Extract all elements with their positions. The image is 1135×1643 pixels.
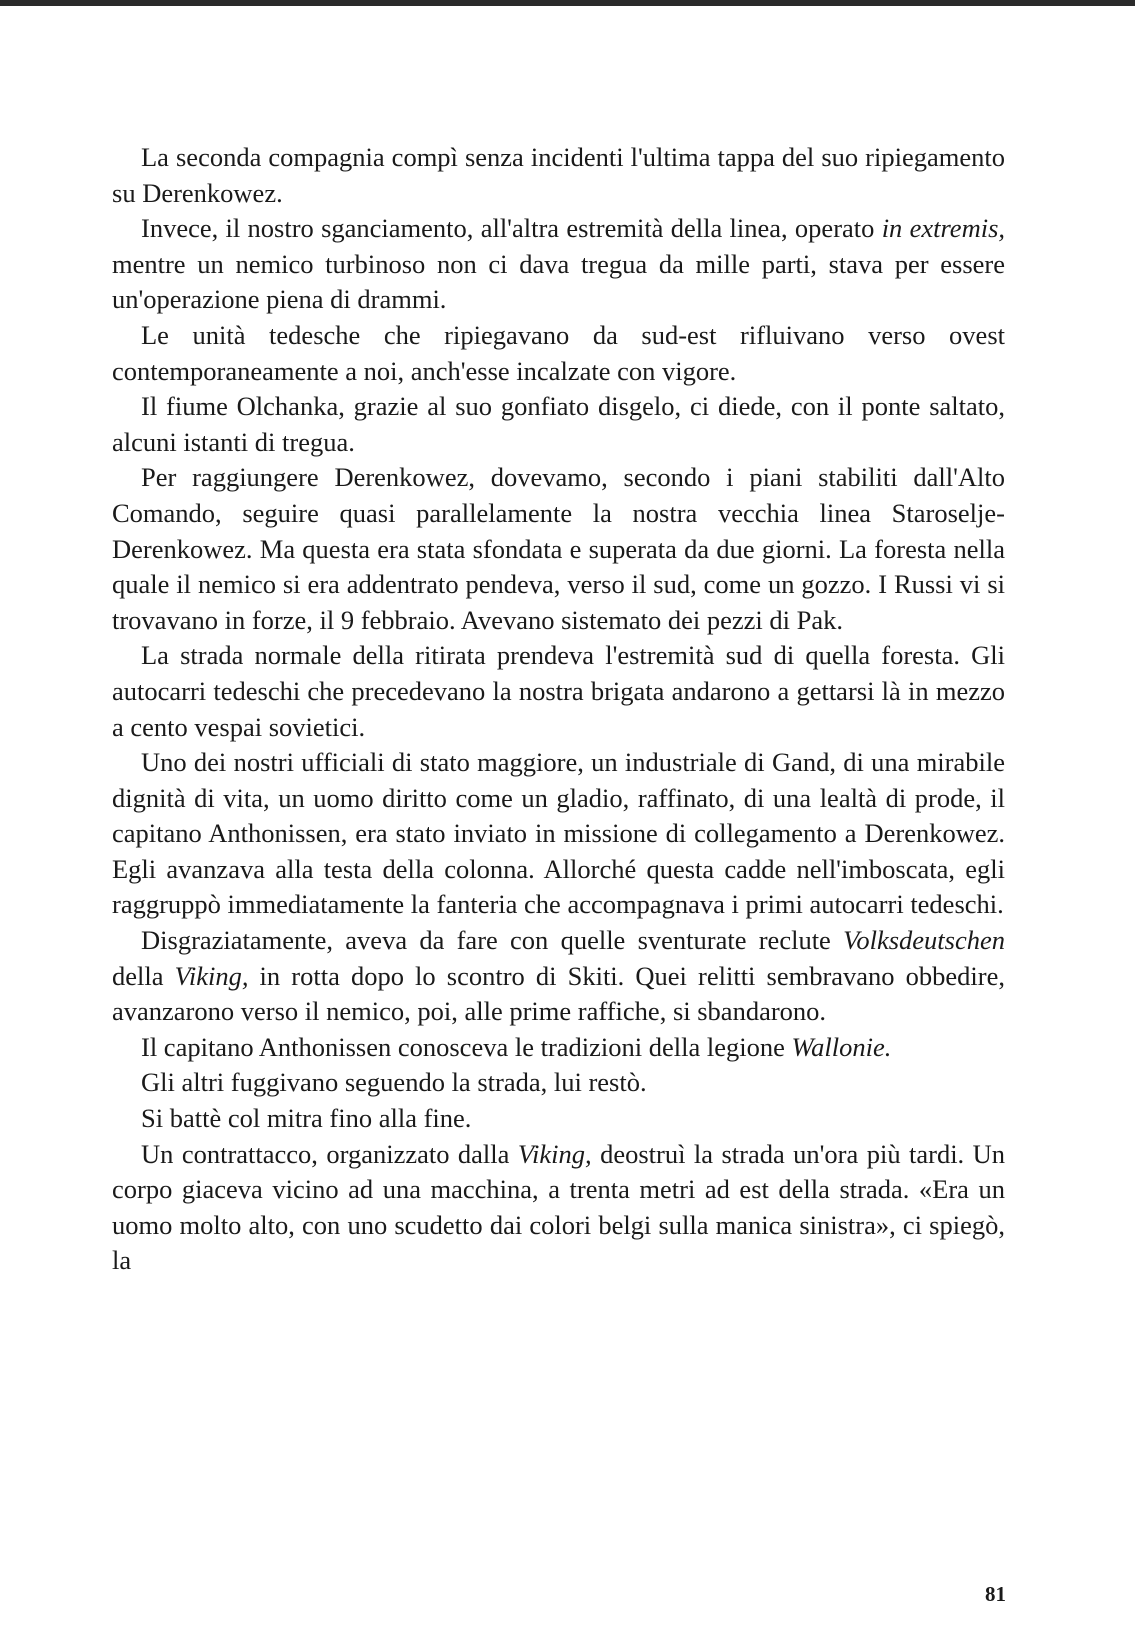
page-number: 81	[985, 1582, 1006, 1606]
paragraph-6	[112, 638, 1005, 745]
paragraph-2-text-a: Invece, il nostro sganciamento, all'altra estremità della linea, operato	[141, 213, 882, 244]
paragraph-7-text: Uno dei nostri ufficiali di stato maggiore, un industriale di Gand, di una mirabile dignità di vita, un uomo diritto come un gladio, raffinato, di una lealtà di prode, il capitano Anthonissen, era stato inviato in missione di collegamento a Derenkowez. Egli avanzava alla testa della colonna. Allorché questa cadde nell'imboscata, egli raggruppò immediatamente la fanteria che accompagnava i primi autocarri tedeschi.	[112, 747, 1005, 920]
paragraph-5	[112, 460, 1005, 638]
paragraph-12-text-a: Un contrattacco, organizzato dalla	[141, 1138, 518, 1169]
paragraph-11	[112, 1101, 1005, 1137]
paragraph-9-text: Il capitano Anthonissen conosceva le tradizioni della legione	[141, 1031, 792, 1062]
paragraph-8-text-a: Disgraziatamente, aveva da fare con quelle sventurate reclute	[141, 925, 844, 956]
paragraph-8-text-b: della	[112, 960, 175, 991]
paragraph-6-text: La strada normale della ritirata prendeva l'estremità sud di quella foresta. Gli autocarri tedeschi che precedevano la nostra brigata andarono a gettarsi là in mezzo a cento vespai sovietici.	[112, 640, 1005, 742]
paragraph-12	[112, 1137, 1005, 1279]
paragraph-8	[112, 923, 1005, 1030]
paragraph-12-italic-viking: Viking,	[517, 1138, 592, 1169]
paragraph-9-italic-wallonie: Wallonie.	[791, 1031, 892, 1062]
paragraph-2	[112, 211, 1005, 318]
paragraph-3	[112, 318, 1005, 389]
paragraph-4-text: Il fiume Olchanka, grazie al suo gonfiato disgelo, ci diede, con il ponte saltato, alcuni istanti di tregua.	[112, 391, 1005, 457]
paragraph-10-text: Gli altri fuggivano seguendo la strada, lui restò.	[141, 1067, 647, 1098]
paragraph-1-text: La seconda compagnia compì senza incidenti l'ultima tappa del suo ripiegamento su Derenkowez.	[112, 142, 1005, 208]
paragraph-9	[112, 1030, 1005, 1066]
paragraph-2-text-b: mentre un nemico turbinoso non ci dava tregua da mille parti, stava per essere un'operazione piena di drammi.	[112, 248, 1005, 315]
paragraph-12-text-b: deostruì la strada un'ora più tardi. Un corpo giaceva vicino ad una macchina, a trenta metri ad est della strada. «Era un uomo molto alto, con uno scudetto dai colori belgi sulla manica sinistra», ci spiegò, la	[112, 1138, 1005, 1276]
paragraph-4	[112, 389, 1005, 460]
paragraph-8-italic-viking: Viking,	[174, 960, 249, 991]
paragraph-10	[112, 1065, 1005, 1101]
page-body-text	[112, 140, 1005, 1279]
paragraph-7	[112, 745, 1005, 923]
paragraph-8-italic-volksdeutschen: Volksdeutschen	[843, 925, 1005, 956]
paragraph-8-text-c: in rotta dopo lo scontro di Skiti. Quei relitti sembravano obbedire, avanzarono verso il nemico, poi, alle prime raffiche, si sbandarono.	[112, 960, 1005, 1027]
paragraph-3-text: Le unità tedesche che ripiegavano da sud-est rifluivano verso ovest contemporaneamente a noi, anch'esse incalzate con vigore.	[112, 319, 1005, 386]
paragraph-2-italic-in-extremis: in extremis,	[881, 213, 1006, 244]
top-border-rule	[0, 0, 1135, 6]
paragraph-11-text: Si battè col mitra fino alla fine.	[141, 1103, 472, 1134]
paragraph-1	[112, 140, 1005, 211]
paragraph-5-text: Per raggiungere Derenkowez, dovevamo, secondo i piani stabiliti dall'Alto Comando, seguire quasi parallelamente la nostra vecchia linea Staroselje-Derenkowez. Ma questa era stata sfondata e superata da due giorni. La foresta nella quale il nemico si era addentrato pendeva, verso il sud, come un gozzo. I Russi vi si trovavano in forze, il 9 febbraio. Avevano sistemato dei pezzi di Pak.	[112, 462, 1005, 635]
